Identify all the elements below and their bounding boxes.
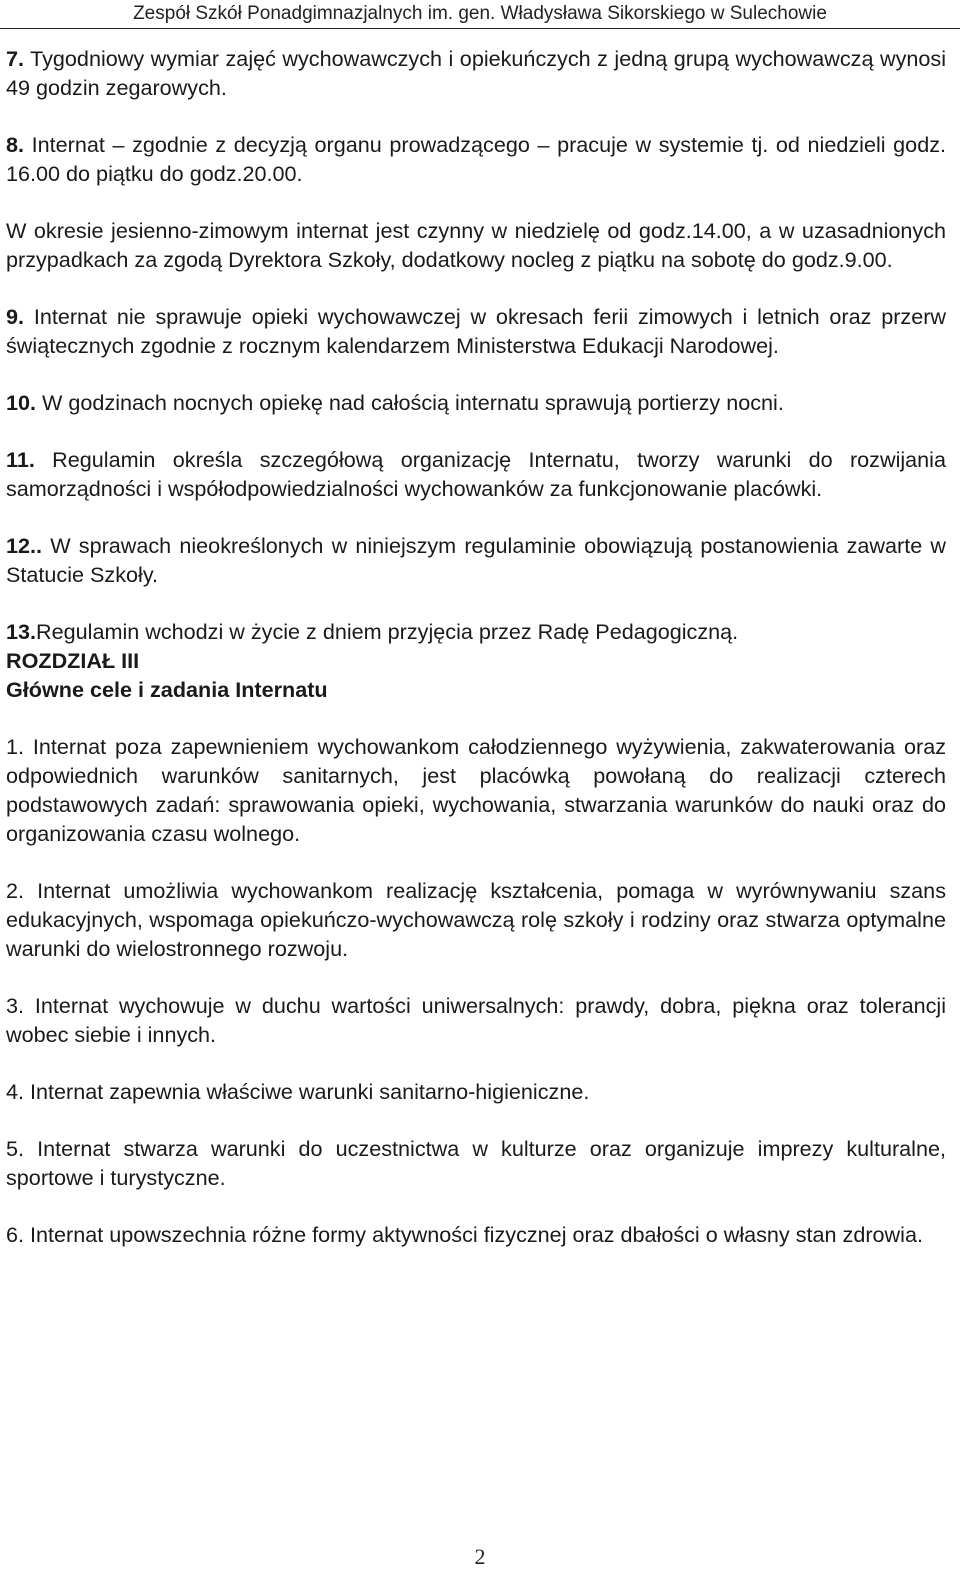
item-text: Tygodniowy wymiar zajęć wychowawczych i opiekuńczych z jedną grupą wychowawczą wynosi 49 godzin zegarowych. — [6, 46, 946, 100]
item-number: 13. — [6, 619, 37, 644]
rule-item-8 — [6, 130, 946, 188]
chapter-heading: ROZDZIAŁ III — [6, 648, 140, 673]
goal-item-5: 5. Internat stwarza warunki do uczestnictwa w kulturze oraz organizuje imprezy kulturalne, sportowe i turystyczne. — [6, 1136, 946, 1190]
rule-item-8-continuation: W okresie jesienno-zimowym internat jest czynny w niedzielę od godz.14.00, a w uzasadnionych przypadkach za zgodą Dyrektora Szkoły, dodatkowy nocleg z piątku na sobotę do godz.9.00. — [6, 218, 946, 272]
item-number: 8. — [6, 132, 25, 157]
section-heading: Główne cele i zadania Internatu — [6, 677, 328, 702]
rule-item-11 — [6, 445, 946, 503]
rule-item-9 — [6, 302, 946, 360]
item-number: 9. — [6, 304, 25, 329]
page-number: 2 — [474, 1544, 486, 1569]
item-number: 12.. — [6, 533, 43, 558]
page-header: Zespół Szkół Ponadgimnazjalnych im. gen. Władysława Sikorskiego w Sulechowie — [0, 0, 960, 29]
item-text: W godzinach nocnych opiekę nad całością internatu sprawują portierzy nocni. — [36, 390, 784, 415]
rule-item-13 — [6, 617, 946, 646]
document-body — [6, 44, 946, 1249]
goal-item-1: 1. Internat poza zapewnieniem wychowankom całodziennego wyżywienia, zakwaterowania oraz odpowiednich warunków sanitarnych, jest placówką powołaną do realizacji czterech podstawowych zadań: sprawowania opieki, wychowania, stwarzania warunków do nauki oraz do organizowania czasu wolnego. — [6, 734, 946, 846]
item-number: 7. — [6, 46, 25, 71]
goal-item-6: 6. Internat upowszechnia różne formy aktywności fizycznej oraz dbałości o własny stan zdrowia. — [6, 1222, 923, 1247]
item-text: Internat nie sprawuje opieki wychowawczej w okresach ferii zimowych i letnich oraz przerw świątecznych zgodnie z rocznym kalendarzem Ministerstwa Edukacji Narodowej. — [6, 304, 946, 358]
item-text: Regulamin wchodzi w życie z dniem przyjęcia przez Radę Pedagogiczną. — [36, 619, 739, 644]
item-text: W sprawach nieokreślonych w niniejszym regulaminie obowiązują postanowienia zawarte w Statucie Szkoły. — [6, 533, 946, 587]
rule-item-12 — [6, 531, 946, 589]
item-number: 10. — [6, 390, 37, 415]
goal-item-4: 4. Internat zapewnia właściwe warunki sanitarno-higieniczne. — [6, 1079, 590, 1104]
rule-item-7 — [6, 44, 946, 102]
goal-item-2: 2. Internat umożliwia wychowankom realizację kształcenia, pomaga w wyrównywaniu szans edukacyjnych, wspomaga opiekuńczo-wychowawczą rolę szkoły i rodziny oraz stwarza optymalne warunki do wielostronnego rozwoju. — [6, 878, 946, 961]
item-text: Regulamin określa szczegółową organizację Internatu, tworzy warunki do rozwijania samorządności i współodpowiedzialności wychowanków za funkcjonowanie placówki. — [6, 447, 946, 501]
rule-item-10 — [6, 388, 946, 417]
goal-item-3: 3. Internat wychowuje w duchu wartości uniwersalnych: prawdy, dobra, piękna oraz tolerancji wobec siebie i innych. — [6, 993, 946, 1047]
item-text: Internat – zgodnie z decyzją organu prowadzącego – pracuje w systemie tj. od niedzieli godz. 16.00 do piątku do godz.20.00. — [6, 132, 946, 186]
item-number: 11. — [6, 447, 35, 472]
